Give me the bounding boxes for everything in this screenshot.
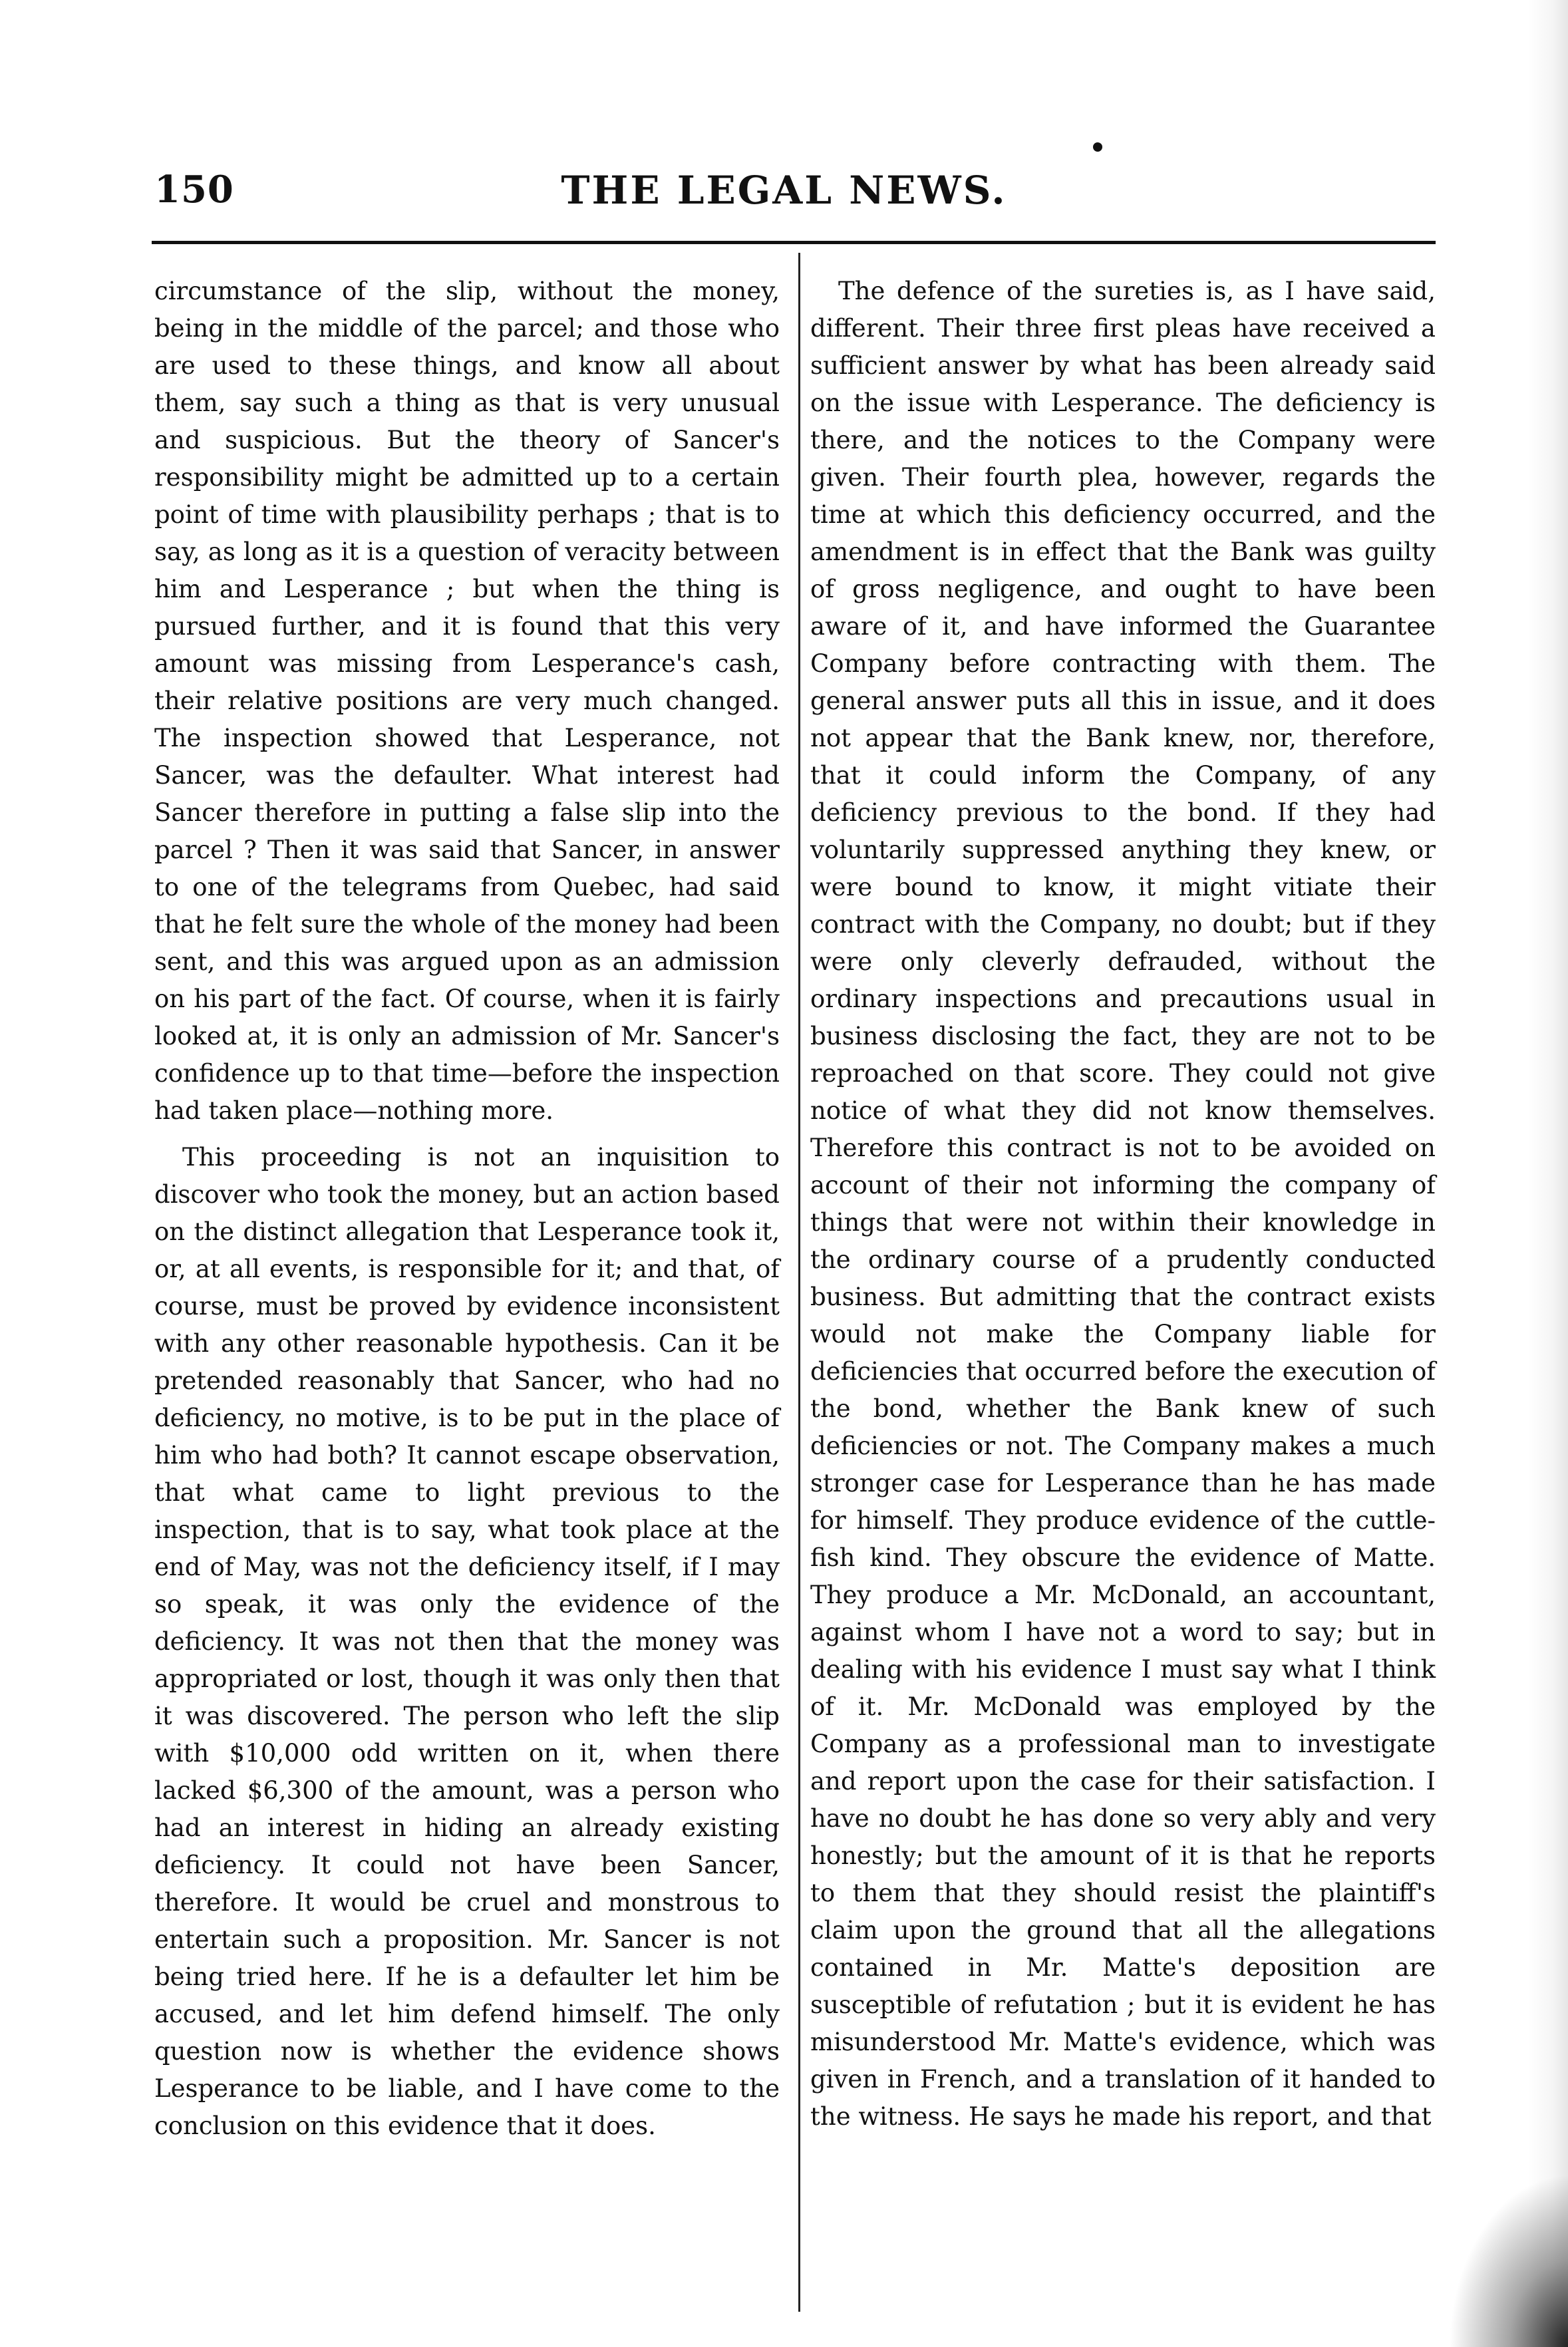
scan-corner-smudge (1448, 2174, 1568, 2347)
right-paragraph-1: The defence of the sureties is, as I have said, different. Their three first pleas have received a sufficient answer by what has been already said on the issue with Lesperance. The deficiency is there, and the notices to the Company were given. Their fourth plea, however, regards the time at which this deficiency occurred, and the amendment is in effect that the Bank was guilty of gross negligence, and ought to have been aware of it, and have informed the Guarantee Company before contracting with them. The general answer puts all this in issue, and it does not appear that the Bank knew, nor, therefore, that it could inform the Company, of any deficiency previous to the bond. If they had voluntarily suppressed anything they knew, or were bound to know, it might vitiate their contract with the Company, no doubt; but if they were only cleverly defrauded, without the ordinary inspections and precautions usual in business disclosing the fact, they are not to be reproached on that score. They could not give notice of what they did not know themselves. Therefore this contract is not to be avoided on account of their not informing the company of things that were not within their knowledge in the ordinary course of a prudently conducted business. But admitting that the contract exists would not make the Company liable for deficiencies that occurred before the execution of the bond, whether the Bank knew of such deficiencies or not. The Company makes a much stronger case for Lesperance than he has made for himself. They produce evidence of the cuttle-fish kind. They obscure the evidence of Matte. They produce a Mr. McDonald, an accountant, against whom I have not a word to say; but in dealing with his evidence I must say what I think of it. Mr. McDonald was employed by the Company as a professional man to investigate and report upon the case for their satisfaction. I have no doubt he has done so very ably and very honestly; but the amount of it is that he reports to them that they should resist the plaintiff's claim upon the ground that all the allegations contained in Mr. Matte's deposition are susceptible of refutation ; but it is evident he has misunderstood Mr. Matte's evidence, which was given in French, and a translation of it handed to the witness. He says he made his report, and that (810, 277, 1436, 2131)
running-head: THE LEGAL NEWS. (561, 168, 1007, 213)
left-paragraph-1: circumstance of the slip, without the money, being in the middle of the parcel; and those who are used to these things, and know all about them, say such a thing as that is very unusual and suspicious. But the theory of Sancer's responsibility might be admitted up to a certain point of time with plausibility perhaps ; that is to say, as long as it is a question of veracity between him and Lesperance ; but when the thing is pursued further, and it is found that this very amount was missing from Lesperance's cash, their relative positions are very much changed. The inspection showed that Lesperance, not Sancer, was the defaulter. What interest had Sancer therefore in putting a false slip into the parcel ? Then it was said that Sancer, in answer to one of the telegrams from Quebec, had said that he felt sure the whole of the money had been sent, and this was argued upon as an admission on his part of the fact. Of course, when it is fairly looked at, it is only an admission of Mr. Sancer's confidence up to that time—before the inspection had taken place—nothing more. (154, 277, 780, 1125)
left-column (154, 273, 780, 2145)
column-divider (798, 253, 800, 2312)
scan-edge-shadow (1528, 0, 1568, 2347)
right-column (810, 273, 1436, 2135)
header-rule (152, 241, 1436, 244)
ink-dot (1093, 142, 1102, 152)
left-paragraph-2: This proceeding is not an inquisition to discover who took the money, but an action based on the distinct allegation that Lesperance took it, or, at all events, is responsible for it; and that, of course, must be proved by evidence inconsistent with any other reasonable hypothesis. Can it be pretended reasonably that Sancer, who had no deficiency, no motive, is to be put in the place of him who had both? It cannot escape observation, that what came to light previous to the inspection, that is to say, what took place at the end of May, was not the deficiency itself, if I may so speak, it was only the evidence of the deficiency. It was not then that the money was appropriated or lost, though it was only then that it was discovered. The person who left the slip with $10,000 odd written on it, when there lacked $6,300 of the amount, was a person who had an interest in hiding an already existing deficiency. It could not have been Sancer, therefore. It would be cruel and monstrous to entertain such a proposition. Mr. Sancer is not being tried here. If he is a defaulter let him be accused, and let him defend himself. The only question now is whether the evidence shows Lesperance to be liable, and I have come to the conclusion on this evidence that it does. (154, 1143, 780, 2140)
page-number: 150 (154, 168, 234, 212)
